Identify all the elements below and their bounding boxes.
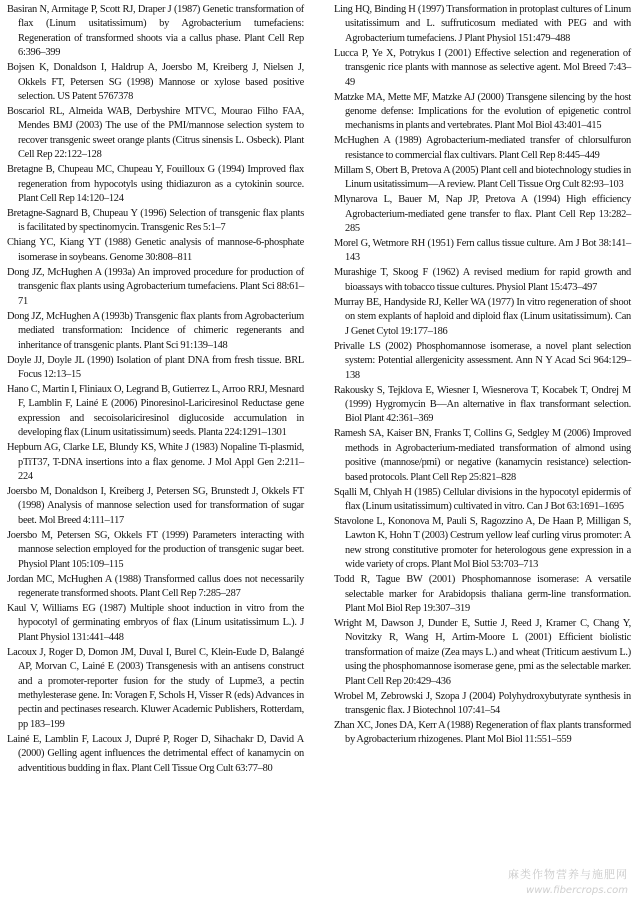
reference-entry: Zhan XC, Jones DA, Kerr A (1988) Regeneration of flax plants transformed by Agrobacterium rhizogenes. Plant Mol Biol 11:551–559 <box>334 720 631 746</box>
reference-entry: Bretagne B, Chupeau MC, Chupeau Y, Fouilloux G (1994) Improved flax regeneration from hypocotyls using thidiazuron as a cytokinin source. Plant Cell Rep 14:120–124 <box>7 164 304 205</box>
reference-entry: Hano C, Martin I, Fliniaux O, Legrand B, Gutierrez L, Arroo RRJ, Mesnard F, Lamblin F, Lainé E (2006) Pinoresinol-Lariciresinol Reductase gene expression and secoisolariciresinol diglucoside accumulation in developing flax (Linum usitatissimum) seeds. Planta 224:1291–1301 <box>7 383 304 439</box>
reference-entry: Murashige T, Skoog F (1962) A revised medium for rapid growth and bioassays with tobacco tissue cultures. Physiol Plant 15:473–497 <box>334 267 631 293</box>
reference-entry: Stavolone L, Kononova M, Pauli S, Ragozzino A, De Haan P, Milligan S, Lawton K, Hohn T (2003) Cestrum yellow leaf curling virus promoter: A new strong constitutive promoter for heterologous gene expression in a wide variety of crops. Plant Mol Biol 53:703–713 <box>334 515 631 571</box>
reference-entry: Bretagne-Sagnard B, Chupeau Y (1996) Selection of transgenic flax plants is facilitated by spectinomycin. Transgenic Res 5:1–7 <box>7 208 304 234</box>
reference-entry: Privalle LS (2002) Phosphomannose isomerase, a novel plant selection system: Potential allergenicity assessment. Ann N Y Acad Sci 964:129–138 <box>334 340 631 381</box>
reference-entry: Bojsen K, Donaldson I, Haldrup A, Joersbo M, Kreiberg J, Nielsen J, Okkels FT, Petersen SG (1998) Mannose or xylose based positive selection. US Patent 5767378 <box>7 62 304 103</box>
reference-entry: Lucca P, Ye X, Potrykus I (2001) Effective selection and regeneration of transgenic rice plants with mannose as selective agent. Mol Breed 7:43–49 <box>334 47 631 88</box>
reference-entry: Rakousky S, Tejklova E, Wiesner I, Wiesnerova T, Kocabek T, Ondrej M (1999) Hygromycin B—An alternative in flax transformant selection. Biol Plant 42:361–369 <box>334 384 631 425</box>
reference-entry: Wright M, Dawson J, Dunder E, Suttie J, Reed J, Kramer C, Chang Y, Novitzky R, Wang H, Artim-Moore L (2001) Efficient biolistic transformation of maize (Zea mays L.) and wheat (Triticum aestivum L.) using the phosphomannose isomerase gene, pmi as the selectable marker. Plant Cell Rep 20:429–436 <box>334 617 631 687</box>
reference-entry: Jordan MC, McHughen A (1988) Transformed callus does not necessarily regenerate transformed shoots. Plant Cell Rep 7:285–287 <box>7 573 304 599</box>
reference-entry: Ling HQ, Binding H (1997) Transformation in protoplast cultures of Linum usitatissimum and L. suffruticosum mediated with PEG and with Agrobacterium tumefaciens. J Plant Physiol 151:479–488 <box>334 4 631 44</box>
reference-entry: Chiang YC, Kiang YT (1988) Genetic analysis of mannose-6-phosphate isomerase in soybeans. Genome 30:808–811 <box>7 237 304 263</box>
reference-entry: Joersbo M, Donaldson I, Kreiberg J, Petersen SG, Brunstedt J, Okkels FT (1998) Analysis of mannose selection used for transformation of sugar beet. Mol Breed 4:111–117 <box>7 485 304 526</box>
watermark-chinese: 麻类作物营养与施肥网 <box>508 868 628 881</box>
reference-entry: Boscariol RL, Almeida WAB, Derbyshire MTVC, Mourao Filho FAA, Mendes BMJ (2003) The use of the PMI/mannose selection system to recover transgenic sweet orange plants (Citrus sinensis L. Osbeck). Plant Cell Rep 22:122–128 <box>7 106 304 161</box>
reference-entry: Morel G, Wetmore RH (1951) Fern callus tissue culture. Am J Bot 38:141–143 <box>334 238 631 264</box>
reference-entry: Lacoux J, Roger D, Domon JM, Duval I, Burel C, Klein-Eude D, Balangé AP, Morvan C, Lainé E (2003) Transgenesis with an antisens construct and a promoter-reporter fusion for the study of Lupme3, a pectin methylesterase gene. In: Voragen F, Schols H, Visser R (eds) Advances in pectin and pectinases research. Kluwer Academic Publishers, Rotterdam, pp 183–199 <box>7 646 304 730</box>
reference-entry: McHughen A (1989) Agrobacterium-mediated transfer of chlorsulfuron resistance to commercial flax cultivars. Plant Cell Rep 8:445–449 <box>334 135 631 161</box>
reference-entry: Matzke MA, Mette MF, Matzke AJ (2000) Transgene silencing by the host genome defense: Implications for the evolution of epigenetic control mechanisms in plants and vertebrates. Plant Mol Biol 43:401–415 <box>334 91 631 132</box>
reference-entry: Murray BE, Handyside RJ, Keller WA (1977) In vitro regeneration of shoot on stem explants of haploid and diploid flax (Linum usitatissimum). Can J Genet Cytol 19:177–186 <box>334 296 631 337</box>
reference-entry: Dong JZ, McHughen A (1993a) An improved procedure for production of transgenic flax plants using Agrobacterium tumefaciens. Plant Sci 88:61–71 <box>7 266 304 307</box>
reference-entry: Millam S, Obert B, Pretova A (2005) Plant cell and biotechnology studies in Linum usitatissimum—A review. Plant Cell Tissue Org Cult 82:93–103 <box>334 164 631 191</box>
reference-entry: Mlynarova L, Bauer M, Nap JP, Pretova A (1994) High efficiency Agrobacterium-mediated gene transfer to flax. Plant Cell Rep 13:282–285 <box>334 194 631 235</box>
reference-column-right <box>334 3 631 748</box>
reference-entry: Dong JZ, McHughen A (1993b) Transgenic flax plants from Agrobacterium mediated transformation: Incidence of chimeric regenerants and inheritance of transgenic plants. Plant Sci 91:139–148 <box>7 310 304 351</box>
reference-entry: Lainé E, Lamblin F, Lacoux J, Dupré P, Roger D, Sihachakr D, David A (2000) Gelling agent influences the detrimental effect of kanamycin on adventitious budding in flax. Plant Cell Tissue Org Cult 63:77–80 <box>7 733 304 774</box>
reference-entry: Wrobel M, Zebrowski J, Szopa J (2004) Polyhydroxybutyrate synthesis in transgenic flax. J Biotechnol 107:41–54 <box>334 690 631 716</box>
reference-entry: Doyle JJ, Doyle JL (1990) Isolation of plant DNA from fresh tissue. BRL Focus 12:13–15 <box>7 354 304 380</box>
reference-entry: Hepburn AG, Clarke LE, Blundy KS, White J (1983) Nopaline Ti-plasmid, pTiT37, T-DNA insertions into a flax genome. J Mol Appl Gen 2:211–224 <box>7 442 304 482</box>
reference-entry: Todd R, Tague BW (2001) Phosphomannose isomerase: A versatile selectable marker for Arabidopsis thaliana germ-line transformation. Plant Mol Biol Rep 19:307–319 <box>334 574 631 614</box>
watermark-url: www.fibercrops.com <box>526 885 628 896</box>
reference-entry: Basiran N, Armitage P, Scott RJ, Draper J (1987) Genetic transformation of flax (Linum usitatissimum) by Agrobacterium tumefaciens: Regeneration of transformed shoots via a callus phase. Plant Cell Rep 6:396–399 <box>7 4 304 59</box>
reference-entry: Kaul V, Williams EG (1987) Multiple shoot induction in vitro from the hypocotyl of germinating embryos of flax (Linum usitatissimum L.). J Plant Physiol 131:441–448 <box>7 602 304 643</box>
reference-entry: Ramesh SA, Kaiser BN, Franks T, Collins G, Sedgley M (2006) Improved methods in Agrobacterium-mediated transformation of almond using positive (mannose/pmi) or negative (kanamycin resistance) selection-based protocols. Plant Cell Rep 25:821–828 <box>334 428 631 483</box>
reference-column-left <box>7 3 304 777</box>
reference-entry: Joersbo M, Petersen SG, Okkels FT (1999) Parameters interacting with mannose selection employed for the production of transgenic sugar beet. Physiol Plant 105:109–115 <box>7 529 304 570</box>
reference-entry: Sqalli M, Chlyah H (1985) Cellular divisions in the hypocotyl epidermis of flax (Linum usitatissimum) cultivated in vitro. Can J Bot 63:1691–1695 <box>334 486 631 512</box>
